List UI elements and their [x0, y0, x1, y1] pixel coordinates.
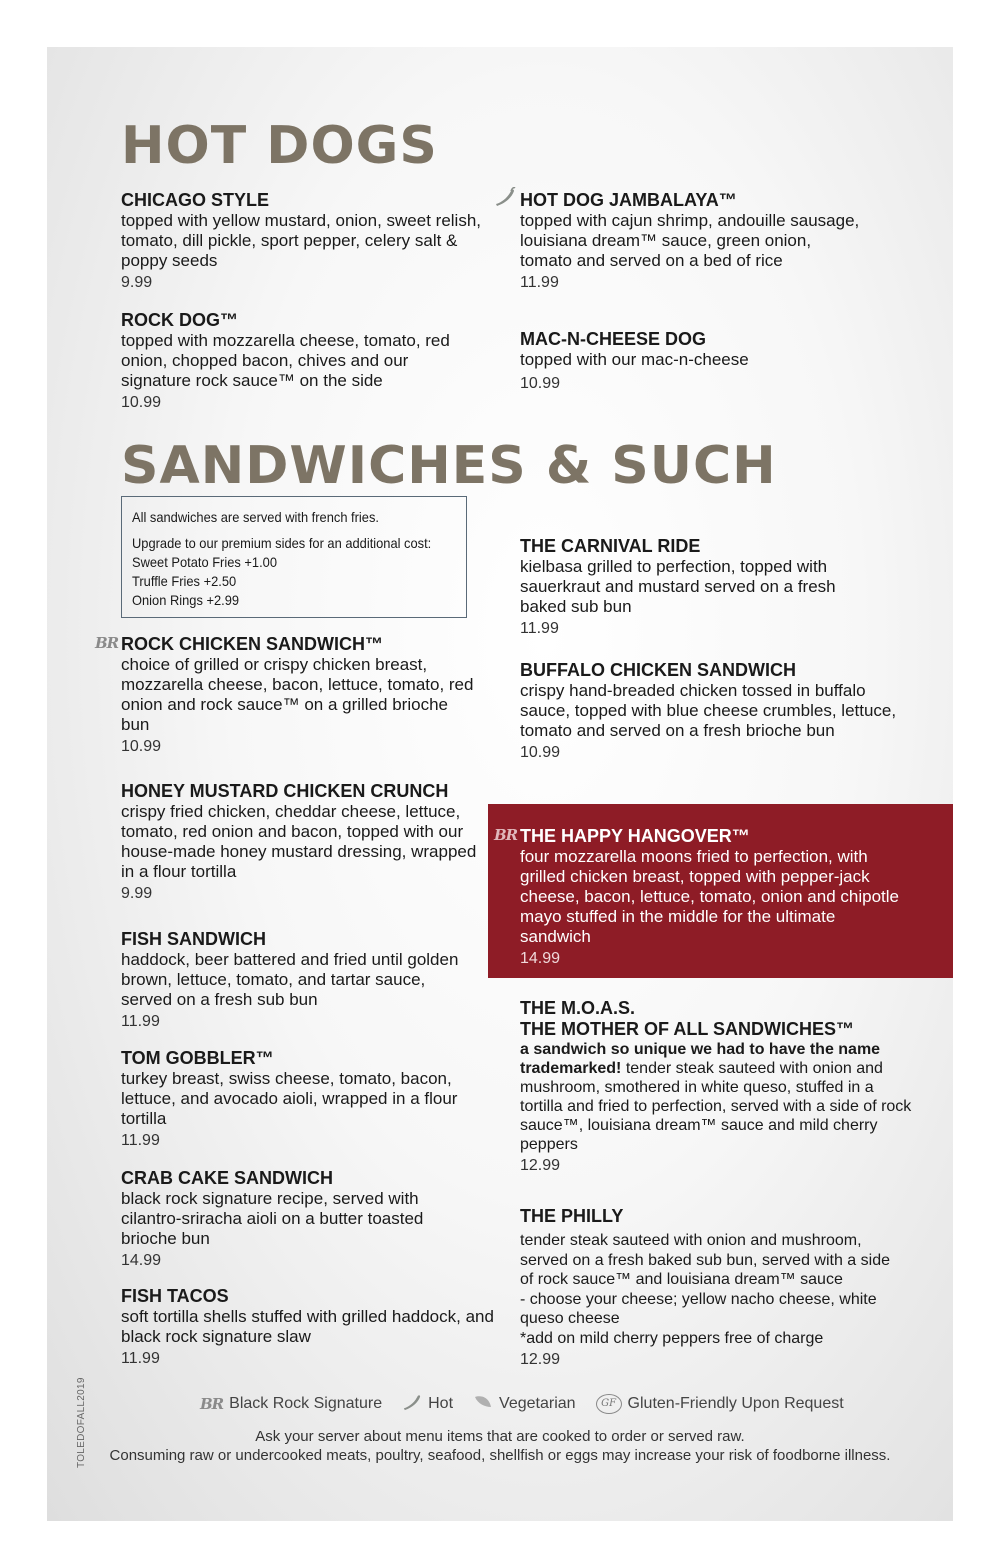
item-description: black rock signature recipe, served with cilantro-sriracha aioli on a butter toasted brioche bun: [121, 1189, 424, 1248]
item-description: four mozzarella moons fried to perfection, with grilled chicken breast, topped with pepper-jack cheese, bacon, lettuce, tomato, onion and chipotle mayo stuffed in the middle for the ultimate sandwich: [520, 847, 899, 946]
item-name: MAC-N-CHEESE DOG: [520, 329, 707, 349]
item-description: soft tortilla shells stuffed with grilled haddock, and black rock signature slaw: [121, 1307, 494, 1346]
notice-line: All sandwiches are served with french fries.: [132, 509, 379, 525]
item-price: 11.99: [121, 1013, 160, 1030]
menu-legend: [200, 1392, 844, 1416]
item-description: haddock, beer battered and fried until golden brown, lettuce, tomato, and tartar sauce, served on a fresh sub bun: [121, 950, 459, 1009]
item-price: 10.99: [520, 744, 561, 761]
legend-vegetarian: [473, 1393, 576, 1416]
notice-line: Onion Rings +2.99: [132, 592, 240, 608]
item-description: crispy fried chicken, cheddar cheese, lettuce, tomato, red onion and bacon, topped with our house-made honey mustard dressing, wrapped in a flour tortilla: [121, 802, 477, 881]
item-price: 9.99: [121, 885, 153, 902]
item-description-highlight: a sandwich so unique we had to have the name trademarked!: [520, 1041, 881, 1077]
legend-label: Gluten-Friendly Upon Request: [627, 1395, 844, 1412]
item-name: THE HAPPY HANGOVER™: [520, 826, 750, 846]
menu-item-buffalo-chicken-sandwich: [520, 660, 900, 763]
item-name: HONEY MUSTARD CHICKEN CRUNCH: [121, 781, 449, 801]
item-price: 12.99: [520, 1157, 561, 1174]
menu-item-the-philly: [520, 1206, 905, 1370]
item-name: FISH SANDWICH: [121, 929, 266, 949]
menu-item-tom-gobbler: [121, 1048, 491, 1151]
item-name: CHICAGO STYLE: [121, 190, 270, 210]
item-price: 10.99: [121, 394, 162, 411]
signature-mark-icon: BR: [95, 634, 119, 652]
menu-item-crab-cake-sandwich: [121, 1168, 466, 1271]
item-description: topped with mozzarella cheese, tomato, red onion, chopped bacon, chives and our signature rock sauce™ on the side: [121, 331, 450, 390]
item-description: choice of grilled or crispy chicken breast, mozzarella cheese, bacon, lettuce, tomato, red onion and rock sauce™ on a grilled brioche bun: [121, 655, 474, 734]
item-description: topped with yellow mustard, onion, sweet relish, tomato, dill pickle, sport pepper, celery salt & poppy seeds: [121, 211, 482, 270]
hot-dogs-title: HOT DOGS: [121, 116, 438, 176]
item-price: 11.99: [520, 620, 559, 637]
notice-line: Truffle Fries +2.50: [132, 573, 237, 589]
signature-mark-icon: BR: [494, 826, 518, 844]
item-description: topped with cajun shrimp, andouille sausage, louisiana dream™ sauce, green onion, tomato and served on a bed of rice: [520, 211, 860, 270]
notice-line: Sweet Potato Fries +1.00: [132, 554, 277, 570]
menu-item-rock-chicken-sandwich: [121, 634, 476, 757]
item-price: 11.99: [520, 274, 559, 291]
item-description: topped with our mac-n-cheese: [520, 350, 749, 369]
item-name: ROCK CHICKEN SANDWICH™: [121, 634, 383, 654]
item-description: tender steak sauteed with onion and mushroom, served on a fresh baked sub bun, served with a side of rock sauce™ and louisiana dream™ sauce: [520, 1232, 890, 1288]
legend-hot: [402, 1393, 453, 1416]
item-price: 14.99: [520, 950, 561, 967]
legend-label: Vegetarian: [499, 1395, 576, 1412]
leaf-icon: [473, 1393, 493, 1416]
menu-item-the-carnival-ride: [520, 536, 870, 639]
menu-item-fish-tacos: [121, 1286, 503, 1369]
item-name: ROCK DOG™: [121, 310, 238, 330]
menu-item-mac-n-cheese-dog: [520, 329, 880, 394]
sandwiches-title: SANDWICHES & SUCH: [121, 436, 777, 496]
legend-label: Black Rock Signature: [229, 1395, 383, 1412]
sides-notice-box: [121, 496, 467, 618]
item-name: TOM GOBBLER™: [121, 1048, 274, 1068]
item-name: HOT DOG JAMBALAYA™: [520, 190, 737, 210]
legend-signature: [200, 1395, 382, 1413]
item-price: 10.99: [121, 738, 162, 755]
item-name: THE CARNIVAL RIDE: [520, 536, 701, 556]
featured-item-panel: [488, 804, 953, 978]
item-price: 9.99: [121, 274, 153, 291]
item-description-addon: *add on mild cherry peppers free of charge: [520, 1329, 824, 1347]
item-name: FISH TACOS: [121, 1286, 229, 1306]
menu-item-rock-dog: [121, 310, 481, 413]
item-name: CRAB CAKE SANDWICH: [121, 1168, 333, 1188]
menu-item-honey-mustard-chicken-crunch: [121, 781, 483, 904]
menu-code: TOLEDOFALL2019: [76, 1377, 87, 1468]
footer-warning-line: Consuming raw or undercooked meats, poultry, seafood, shellfish or eggs may increase your risk of foodborne illness.: [109, 1447, 891, 1464]
gluten-free-icon: GF: [596, 1394, 622, 1414]
signature-mark-icon: BR: [200, 1395, 224, 1413]
footer-note-line: Ask your server about menu items that are cooked to order or served raw.: [255, 1428, 745, 1445]
hot-pepper-icon: [402, 1393, 422, 1416]
item-description: kielbasa grilled to perfection, topped with sauerkraut and mustard served on a fresh baked sub bun: [520, 557, 836, 616]
item-name: BUFFALO CHICKEN SANDWICH: [520, 660, 796, 680]
item-description: turkey breast, swiss cheese, tomato, bacon, lettuce, and avocado aioli, wrapped in a flour tortilla: [121, 1069, 458, 1128]
menu-item-chicago-style: [121, 190, 481, 293]
item-name: THE M.O.A.S.: [520, 998, 636, 1018]
item-price: 14.99: [121, 1252, 162, 1269]
item-description-text: tender steak sauteed with onion and mushroom, smothered in white queso, stuffed in a tortilla and fried to perfection, served with a side of rock sauce™, louisiana dream™ sauce and mild cherry peppers: [520, 1060, 912, 1153]
menu-item-the-moas: [520, 998, 915, 1176]
notice-line: Upgrade to our premium sides for an additional cost:: [132, 535, 432, 551]
item-description-cheese: - choose your cheese; yellow nacho cheese, white queso cheese: [520, 1290, 877, 1327]
item-name: THE PHILLY: [520, 1206, 624, 1226]
item-description: [520, 1040, 915, 1154]
hot-pepper-icon: [494, 187, 516, 212]
item-price: 11.99: [121, 1350, 160, 1367]
item-name-subtitle: THE MOTHER OF ALL SANDWICHES™: [520, 1019, 854, 1039]
item-description: crispy hand-breaded chicken tossed in buffalo sauce, topped with blue cheese crumbles, lettuce, tomato and served on a fresh brioche bun: [520, 681, 897, 740]
legend-gluten-friendly: [596, 1394, 844, 1414]
menu-item-fish-sandwich: [121, 929, 471, 1032]
menu-item-the-happy-hangover: [520, 826, 900, 969]
legend-label: Hot: [428, 1395, 454, 1412]
item-price: 11.99: [121, 1132, 160, 1149]
item-price: 12.99: [520, 1351, 561, 1368]
item-price: 10.99: [520, 375, 561, 392]
menu-item-hot-dog-jambalaya: [520, 190, 860, 293]
